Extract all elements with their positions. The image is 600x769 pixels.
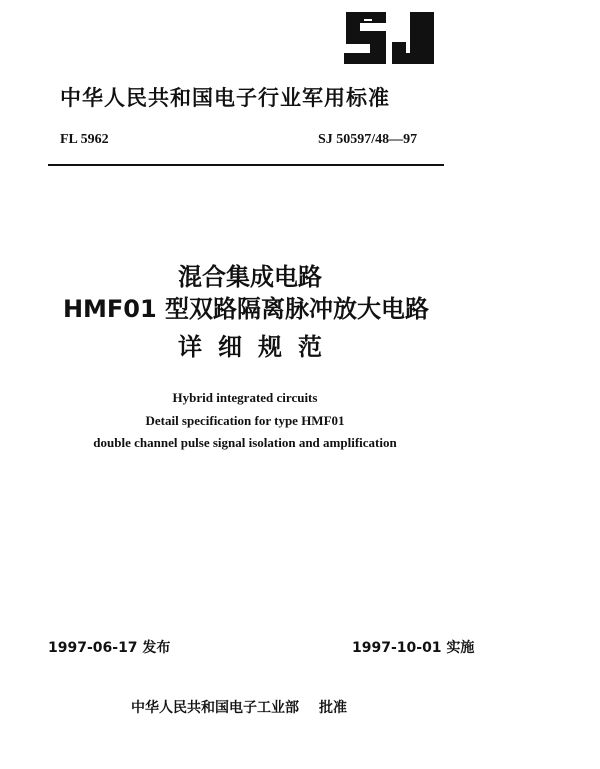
title-cn-line-1: 混合集成电路	[178, 263, 322, 291]
sj-standard-number: SJ 50597/48—97	[318, 132, 418, 147]
issue-date: 1997-06-17 发布	[48, 640, 171, 656]
effective-date: 1997-10-01 实施	[352, 640, 475, 656]
title-cn-line-2: HMF01 型双路隔离脉冲放大电路	[62, 295, 430, 323]
title-en-line-1: Hybrid integrated circuits	[172, 390, 318, 405]
title-cn-line-3: 详细规范	[178, 333, 338, 361]
title-en-line-2: Detail specification for type HMF01	[145, 413, 345, 428]
header-divider	[48, 164, 444, 166]
standard-title: 中华人民共和国电子行业军用标准	[60, 86, 390, 110]
approver-name: 中华人民共和国电子工业部	[131, 700, 299, 716]
approval-line	[131, 697, 347, 717]
title-en-line-3: double channel pulse signal isolation and amplification	[93, 435, 397, 450]
fl-code: FL 5962	[60, 132, 109, 147]
sj-logo	[340, 6, 440, 70]
approve-label: 批准	[319, 700, 347, 716]
